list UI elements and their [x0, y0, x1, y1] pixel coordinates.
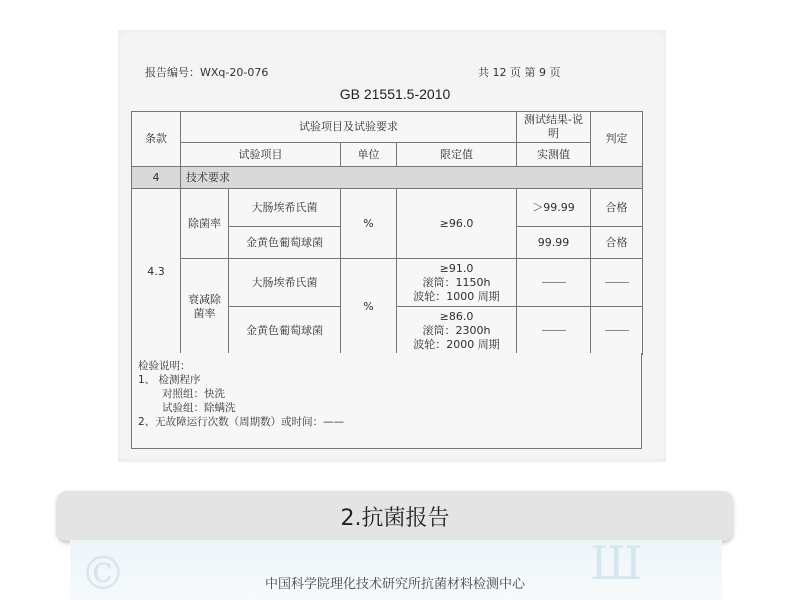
- notes-item-2: 2、无故障运行次数（周期数）或时间：——: [138, 416, 345, 428]
- row3-limit: [397, 259, 517, 307]
- col-measured: 实测值: [517, 143, 591, 167]
- row3-limit-line3: 波轮：1000 周期: [413, 289, 500, 303]
- footer-organization: 中国科学院理化技术研究所抗菌材料检测中心: [264, 577, 525, 592]
- col-result: 测试结果-说明: [517, 112, 591, 143]
- row3-limit-line1: ≥91.0: [439, 261, 474, 275]
- row3-result: [517, 259, 591, 307]
- kill-rate-label: 除菌率: [181, 189, 229, 259]
- row1-result: ＞99.99: [517, 189, 591, 227]
- col-items-requirements: 试验项目及试验要求: [181, 112, 517, 143]
- standard-title: GB 21551.5-2010: [339, 86, 451, 102]
- kill-rate-unit: %: [341, 189, 397, 259]
- kill-rate-limit: ≥96.0: [397, 189, 517, 259]
- row4-verdict-dash: [605, 330, 629, 331]
- page-info: 共 12 页 第 9 页: [478, 66, 561, 79]
- row1-verdict: 合格: [591, 189, 643, 227]
- notes-control-group: 对照组：快洗: [162, 388, 225, 400]
- row4-limit-line1: ≥86.0: [439, 309, 474, 323]
- row3-organism: 大肠埃希氏菌: [229, 259, 341, 307]
- row4-limit-line2: 滚筒：2300h: [422, 323, 491, 337]
- watermark-right: Ш: [590, 536, 643, 590]
- row3-verdict: [591, 259, 643, 307]
- row3-limit-line2: 滚筒：1150h: [422, 275, 491, 289]
- col-limit: 限定值: [397, 143, 517, 167]
- row4-limit: [397, 307, 517, 355]
- col-clause: 条款: [132, 112, 181, 167]
- report-number: 报告编号：WXq-20-076: [145, 66, 269, 79]
- banner-title: 2.抗菌报告: [340, 505, 450, 531]
- row1-organism: 大肠埃希氏菌: [229, 189, 341, 227]
- row4-verdict: [591, 307, 643, 355]
- row4-organism: 金黄色葡萄球菌: [229, 307, 341, 355]
- col-item: 试验项目: [181, 143, 341, 167]
- decay-rate-label: 衰减除菌率: [181, 259, 229, 355]
- watermark-left: ©: [80, 546, 126, 600]
- section-title: 技术要求: [181, 167, 643, 189]
- row3-verdict-dash: [605, 282, 629, 283]
- row3-result-dash: [542, 282, 566, 283]
- section-banner: [57, 491, 733, 541]
- decay-rate-unit: %: [341, 259, 397, 355]
- test-table: [131, 111, 643, 355]
- clause-4-3: 4.3: [132, 189, 181, 355]
- row2-verdict: 合格: [591, 227, 643, 259]
- row4-result-dash: [542, 330, 566, 331]
- test-notes: [131, 353, 642, 449]
- notes-item-1: 1、 检测程序: [138, 374, 201, 386]
- notes-title: 检验说明：: [138, 360, 191, 372]
- row4-limit-line3: 波轮：2000 周期: [413, 337, 500, 351]
- row2-organism: 金黄色葡萄球菌: [229, 227, 341, 259]
- col-unit: 单位: [341, 143, 397, 167]
- section-number: 4: [132, 167, 181, 189]
- notes-test-group: 试验组：除螨洗: [162, 402, 236, 414]
- row2-result: 99.99: [517, 227, 591, 259]
- col-verdict: 判定: [591, 112, 643, 167]
- row4-result: [517, 307, 591, 355]
